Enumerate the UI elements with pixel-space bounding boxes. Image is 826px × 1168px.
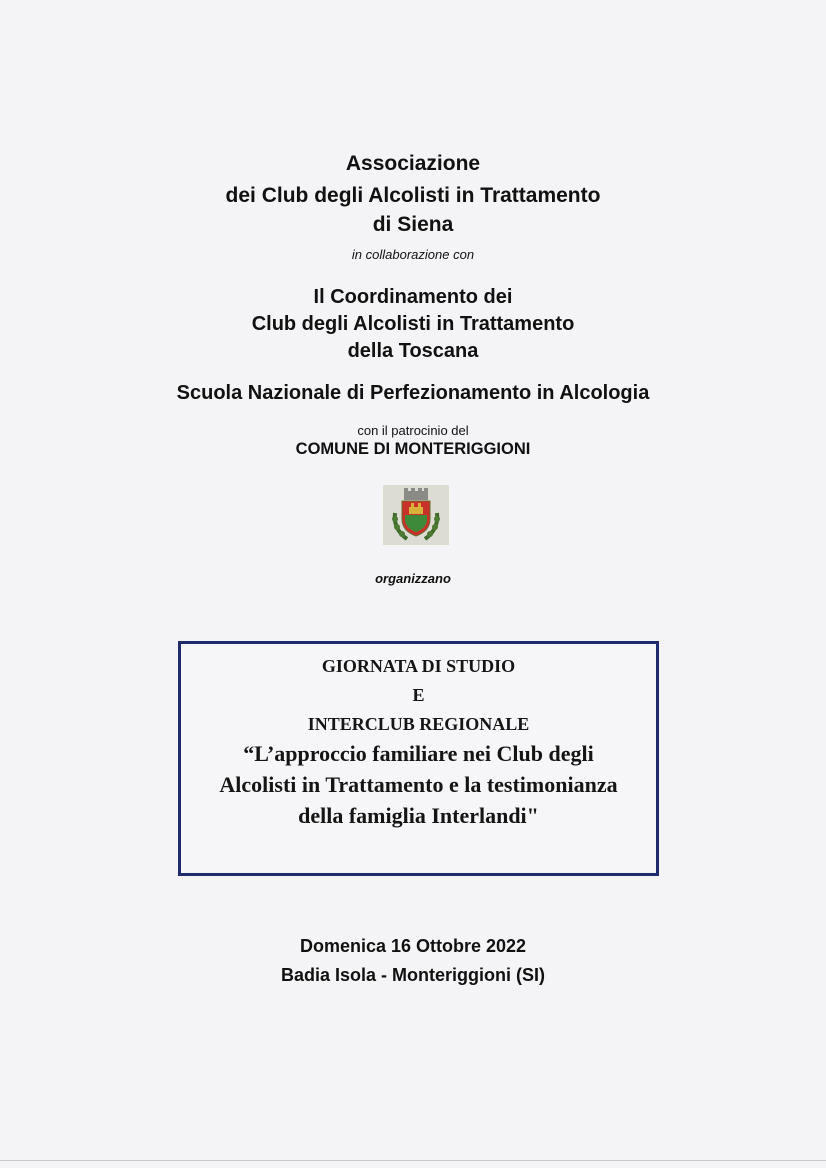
event-location: Badia Isola - Monteriggioni (SI) xyxy=(280,965,545,985)
event-title-line1: “L’approccio familiare nei Club degli xyxy=(243,741,594,766)
patronage-text: con il patrocinio del xyxy=(357,423,469,438)
org-name-line3: di Siena xyxy=(372,213,454,236)
event-type-conjunction: E xyxy=(412,685,425,705)
school-name: Scuola Nazionale di Perfezionamento in Alcologia xyxy=(176,382,650,404)
event-date: Domenica 16 Ottobre 2022 xyxy=(299,936,527,956)
org-name-line1: Associazione xyxy=(345,152,481,175)
coordination-line3: della Toscana xyxy=(347,340,479,362)
collaboration-text: in collaborazione con xyxy=(351,247,475,262)
coordination-line1: Il Coordinamento dei xyxy=(313,286,513,308)
organizers-text: organizzano xyxy=(375,571,451,586)
org-name-line2: dei Club degli Alcolisti in Trattamento xyxy=(225,184,601,207)
coordination-line2: Club degli Alcolisti in Trattamento xyxy=(251,313,575,335)
event-box xyxy=(178,641,659,876)
event-type-line2: INTERCLUB REGIONALE xyxy=(307,714,530,734)
coat-of-arms-icon xyxy=(383,485,449,545)
event-title-line3: della famiglia Interlandi" xyxy=(298,803,539,828)
page-edge-rule xyxy=(0,1160,826,1161)
event-type-line1: GIORNATA DI STUDIO xyxy=(321,656,516,676)
event-title-line2: Alcolisti in Trattamento e la testimonianza xyxy=(219,772,618,797)
comune-name: COMUNE DI MONTERIGGIONI xyxy=(295,440,531,458)
